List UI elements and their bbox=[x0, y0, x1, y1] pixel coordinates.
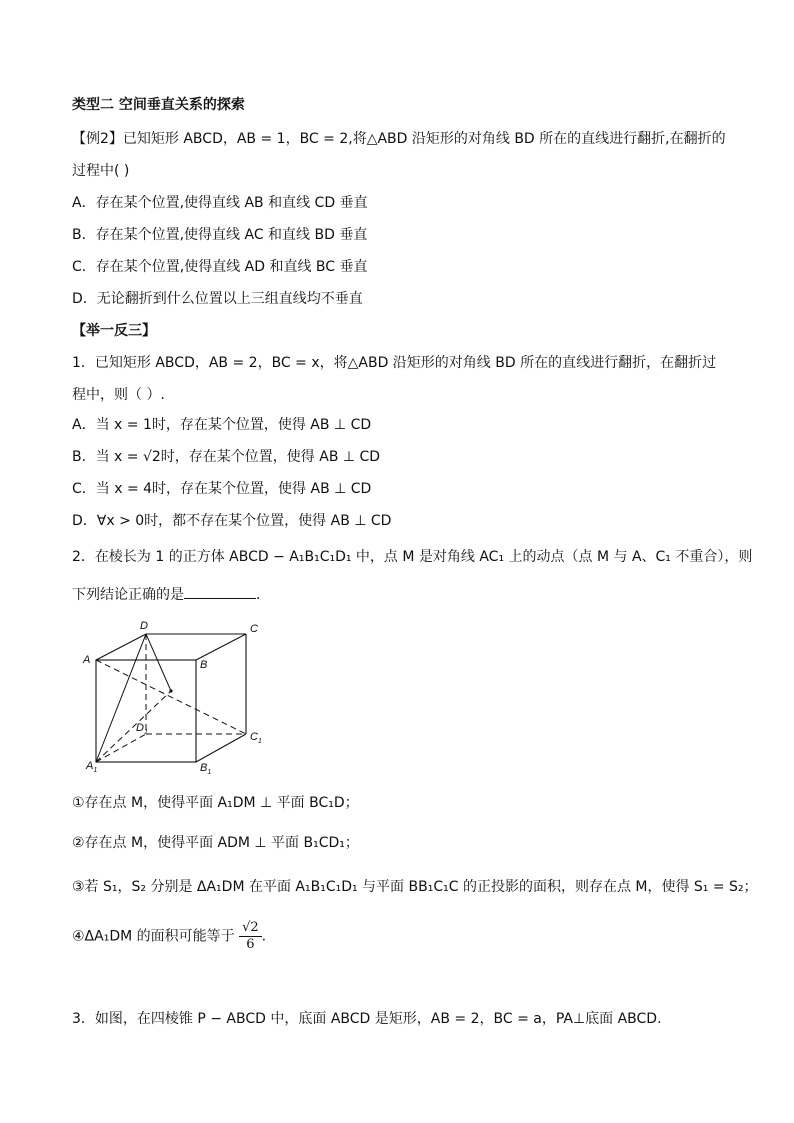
q2-statement-4: ④ΔA₁DM 的面积可能等于 $\frac{√2}{6}$ . bbox=[72, 920, 267, 952]
cube-figure bbox=[80, 618, 270, 774]
q1-option-a: A．当 x = 1时，存在某个位置，使得 AB ⊥ CD bbox=[72, 417, 372, 433]
label-a1: $A_1$ bbox=[86, 760, 98, 774]
q3-stem: 3．如图，在四棱锥 P − ABCD 中，底面 ABCD 是矩形，AB = 2，BC = a，PA⊥底面 ABCD. bbox=[72, 1011, 662, 1027]
label-a: A bbox=[83, 654, 91, 666]
q2-statement-2: ②存在点 M，使得平面 ADM ⊥ 平面 B₁CD₁； bbox=[72, 835, 359, 851]
q1-stem-line1: 1．已知矩形 ABCD，AB = 2，BC = x，将△ABD 沿矩形的对角线 BD 所在的直线进行翻折，在翻折过 bbox=[72, 355, 717, 371]
q1-option-d: D．∀x > 0时，都不存在某个位置，使得 AB ⊥ CD bbox=[72, 513, 392, 529]
q2-stem-text: 下列结论正确的是 bbox=[72, 587, 184, 603]
example-stem-line2: 过程中( ) bbox=[72, 163, 130, 179]
statement4-prefix: ④ΔA₁DM 的面积可能等于 bbox=[72, 928, 235, 945]
label-c1: $C_1$ bbox=[250, 731, 262, 745]
label-b: B bbox=[200, 659, 208, 671]
q2-stem-line2 bbox=[72, 584, 270, 604]
example-option-c: C．存在某个位置,使得直线 AD 和直线 BC 垂直 bbox=[72, 259, 368, 275]
answer-blank bbox=[184, 584, 256, 599]
q1-option-c: C．当 x = 4时，存在某个位置，使得 AB ⊥ CD bbox=[72, 481, 372, 497]
example-option-b: B．存在某个位置,使得直线 AC 和直线 BD 垂直 bbox=[72, 227, 368, 243]
label-d: D bbox=[140, 620, 148, 632]
label-c: C bbox=[250, 623, 258, 635]
line-a1-d bbox=[96, 634, 146, 762]
example-option-d: D．无论翻折到什么位置以上三组直线均不垂直 bbox=[72, 291, 363, 307]
q2-stem-line1: 2．在棱长为 1 的正方体 ABCD − A₁B₁C₁D₁ 中，点 M 是对角线 AC₁ 上的动点（点 M 与 A、C₁ 不重合），则 bbox=[72, 549, 753, 565]
label-b1: $B_1$ bbox=[200, 762, 212, 774]
q2-stem-end: ． bbox=[256, 587, 270, 603]
q1-option-b: B．当 x = √2时，存在某个位置，使得 AB ⊥ CD bbox=[72, 449, 381, 465]
example-stem-line1: 【例2】已知矩形 ABCD，AB = 1，BC = 2,将△ABD 沿矩形的对角线 BD 所在的直线进行翻折,在翻折的 bbox=[72, 131, 726, 147]
diagonal-a-c1 bbox=[96, 660, 246, 734]
practice-header: 【举一反三】 bbox=[72, 323, 156, 339]
q2-statement-1: ①存在点 M，使得平面 A₁DM ⊥ 平面 BC₁D； bbox=[72, 795, 359, 811]
section-title: 类型二 空间垂直关系的探索 bbox=[72, 97, 245, 113]
point-m bbox=[169, 689, 172, 692]
example-option-a: A．存在某个位置,使得直线 AB 和直线 CD 垂直 bbox=[72, 195, 368, 211]
line-a1-m bbox=[96, 691, 171, 762]
cube-edge-b-c bbox=[196, 634, 246, 660]
q2-statement-3: ③若 S₁，S₂ 分别是 ΔA₁DM 在平面 A₁B₁C₁D₁ 与平面 BB₁C₁C 的正投影的面积，则存在点 M，使得 S₁ = S₂； bbox=[72, 879, 758, 895]
cube-edge-a-d bbox=[96, 634, 146, 660]
label-d1: $D_1$ bbox=[136, 722, 148, 736]
fraction-sqrt2-over-6: $\frac{√2}{6}$ bbox=[239, 920, 262, 953]
line-d-m bbox=[146, 634, 171, 691]
q1-stem-line2: 程中，则（ ）. bbox=[72, 387, 165, 403]
cube-edge-b1-c1 bbox=[196, 734, 246, 762]
